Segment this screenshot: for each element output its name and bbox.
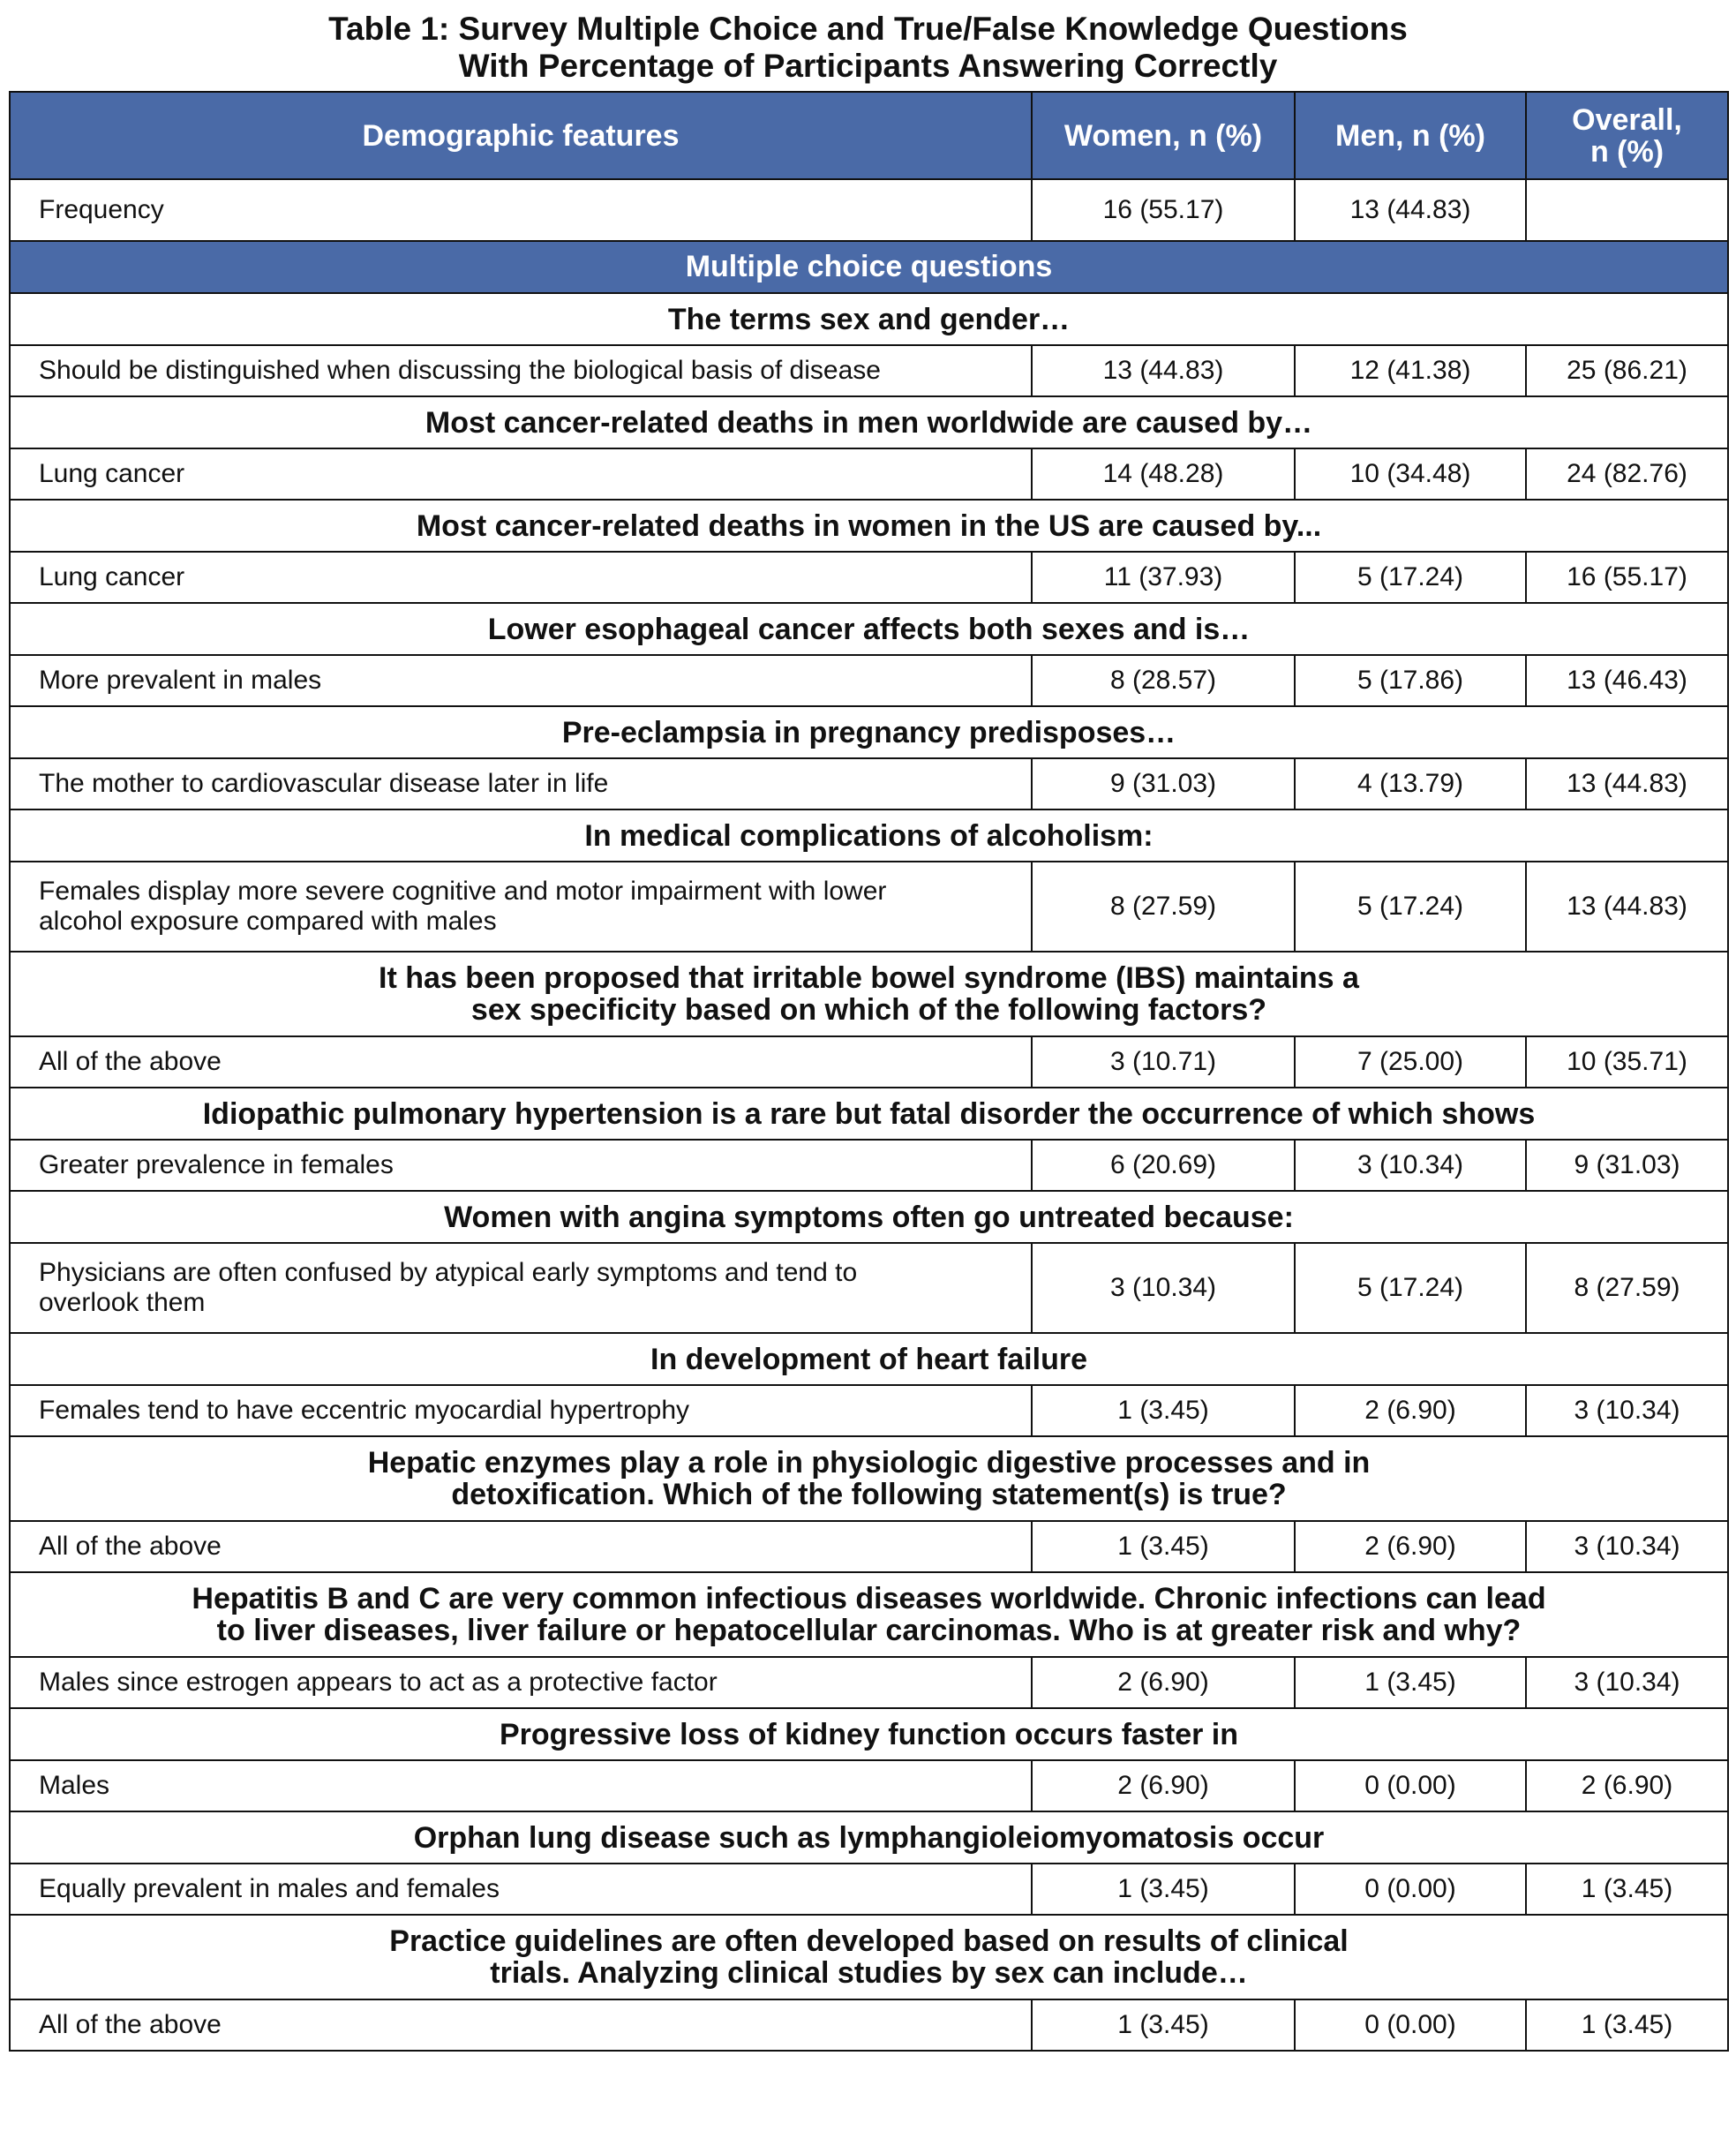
question-text-line: Idiopathic pulmonary hypertension is a rare but fatal disorder the occurrence of which shows: [202, 1096, 1536, 1131]
answer-men-value: 2 (6.90): [1295, 1385, 1526, 1436]
answer-text-line: Females display more severe cognitive and motor impairment with lower: [39, 877, 887, 906]
answer-text: [10, 862, 1032, 952]
answer-overall-value: 3 (10.34): [1526, 1657, 1728, 1708]
question-text-line: It has been proposed that irritable bowel syndrome (IBS) maintains a: [379, 961, 1359, 995]
answer-text-line: Lung cancer: [39, 562, 185, 591]
question-text-line: Hepatic enzymes play a role in physiologic digestive processes and in: [367, 1446, 1371, 1480]
table-title-line-1: Table 1: Survey Multiple Choice and True/False Knowledge Questions: [328, 11, 1408, 47]
question-text-line: Most cancer-related deaths in men worldwide are caused by…: [425, 405, 1313, 440]
answer-text: [10, 758, 1032, 809]
answer-row: [10, 448, 1728, 500]
answer-men-value: 5 (17.86): [1295, 655, 1526, 706]
answer-text: [10, 1864, 1032, 1915]
answer-overall-value: 13 (44.83): [1526, 758, 1728, 809]
answer-women-value: 1 (3.45): [1032, 1864, 1295, 1915]
header-overall-line-2: n (%): [1589, 134, 1665, 169]
answer-text-line: alcohol exposure compared with males: [39, 907, 497, 936]
answer-row: [10, 1140, 1728, 1191]
answer-text: [10, 1140, 1032, 1191]
answer-text: [10, 1036, 1032, 1088]
answer-text-line: All of the above: [39, 1047, 222, 1076]
question-text-line: Lower esophageal cancer affects both sexes and is…: [487, 612, 1251, 646]
question-row: [10, 1811, 1728, 1864]
answer-men-value: 2 (6.90): [1295, 1521, 1526, 1572]
header-overall-line-1: Overall,: [1572, 102, 1682, 137]
header-demographic-features: Demographic features: [10, 92, 1032, 179]
section-title: Multiple choice questions: [10, 241, 1728, 293]
question-text-line: The terms sex and gender…: [667, 302, 1071, 336]
answer-men-value: 0 (0.00): [1295, 1864, 1526, 1915]
answer-overall-value: 8 (27.59): [1526, 1243, 1728, 1333]
answer-text: [10, 1657, 1032, 1708]
answer-women-value: 2 (6.90): [1032, 1657, 1295, 1708]
answer-text: [10, 1760, 1032, 1811]
answer-row: [10, 1243, 1728, 1333]
question-text: [10, 1333, 1728, 1385]
question-text-line: to liver diseases, liver failure or hepatocellular carcinomas. Who is at greater risk and why?: [216, 1614, 1522, 1647]
header-overall: [1526, 92, 1728, 179]
answer-text: [10, 345, 1032, 396]
answer-row: [10, 862, 1728, 952]
answer-text-line: Greater prevalence in females: [39, 1150, 394, 1179]
answer-text-line: Equally prevalent in males and females: [39, 1874, 500, 1903]
answer-men-value: 3 (10.34): [1295, 1140, 1526, 1191]
question-text: [10, 1811, 1728, 1864]
question-row: [10, 706, 1728, 758]
answer-women-value: 1 (3.45): [1032, 1385, 1295, 1436]
answer-men-value: 10 (34.48): [1295, 448, 1526, 500]
question-row: [10, 1572, 1728, 1657]
header-men: Men, n (%): [1295, 92, 1526, 179]
answer-row: [10, 1385, 1728, 1436]
answer-overall-value: 1 (3.45): [1526, 1864, 1728, 1915]
question-text-line: sex specificity based on which of the following factors?: [470, 993, 1267, 1027]
question-text-line: In medical complications of alcoholism:: [584, 818, 1154, 853]
question-text-line: trials. Analyzing clinical studies by sex can include…: [490, 1956, 1248, 1990]
answer-text-line: Lung cancer: [39, 459, 185, 488]
question-text: [10, 1915, 1728, 1999]
question-text-line: Pre-eclampsia in pregnancy predisposes…: [561, 715, 1176, 749]
answer-text-line: More prevalent in males: [39, 666, 322, 695]
question-text: [10, 603, 1728, 655]
answer-text: [10, 448, 1032, 500]
question-row: [10, 500, 1728, 552]
section-row: [10, 241, 1728, 293]
table-title: [0, 11, 1736, 85]
answer-overall-value: 13 (46.43): [1526, 655, 1728, 706]
answer-text-line: overlook them: [39, 1288, 206, 1317]
question-row: [10, 952, 1728, 1036]
answer-women-value: 11 (37.93): [1032, 552, 1295, 603]
answer-overall-value: 9 (31.03): [1526, 1140, 1728, 1191]
question-row: [10, 1436, 1728, 1521]
question-text: [10, 952, 1728, 1036]
answer-women-value: 8 (28.57): [1032, 655, 1295, 706]
answer-text-line: Physicians are often confused by atypical early symptoms and tend to: [39, 1258, 858, 1287]
answer-text-line: The mother to cardiovascular disease later in life: [39, 769, 609, 798]
answer-women-value: 2 (6.90): [1032, 1760, 1295, 1811]
question-row: [10, 1088, 1728, 1140]
question-text: [10, 1088, 1728, 1140]
question-row: [10, 1191, 1728, 1243]
answer-overall-value: 16 (55.17): [1526, 552, 1728, 603]
question-row: [10, 293, 1728, 345]
answer-men-value: 0 (0.00): [1295, 1760, 1526, 1811]
frequency-overall: [1526, 179, 1728, 241]
answer-women-value: 8 (27.59): [1032, 862, 1295, 952]
answer-row: [10, 1760, 1728, 1811]
answer-text-line: Males since estrogen appears to act as a protective factor: [39, 1668, 718, 1697]
question-text-line: Orphan lung disease such as lymphangioleiomyomatosis occur: [413, 1820, 1325, 1855]
question-text-line: Practice guidelines are often developed based on results of clinical: [389, 1924, 1349, 1958]
question-text: [10, 1436, 1728, 1521]
header-row: [10, 92, 1728, 179]
answer-overall-value: 10 (35.71): [1526, 1036, 1728, 1088]
question-text: [10, 500, 1728, 552]
question-text-line: Hepatitis B and C are very common infectious diseases worldwide. Chronic infections can lead: [192, 1582, 1546, 1615]
question-text-line: In development of heart failure: [650, 1342, 1087, 1376]
answer-women-value: 9 (31.03): [1032, 758, 1295, 809]
knowledge-questions-table: [9, 91, 1729, 2052]
question-row: [10, 1915, 1728, 1999]
answer-overall-value: 24 (82.76): [1526, 448, 1728, 500]
answer-men-value: 5 (17.24): [1295, 862, 1526, 952]
question-text: [10, 396, 1728, 448]
answer-men-value: 1 (3.45): [1295, 1657, 1526, 1708]
question-text: [10, 1572, 1728, 1657]
answer-men-value: 7 (25.00): [1295, 1036, 1526, 1088]
answer-text: [10, 1999, 1032, 2051]
answer-men-value: 12 (41.38): [1295, 345, 1526, 396]
question-text: [10, 1191, 1728, 1243]
question-text: [10, 1708, 1728, 1760]
answer-text-line: Females tend to have eccentric myocardial hypertrophy: [39, 1396, 690, 1425]
answer-overall-value: 13 (44.83): [1526, 862, 1728, 952]
question-text-line: Women with angina symptoms often go untreated because:: [444, 1200, 1294, 1234]
question-row: [10, 396, 1728, 448]
answer-overall-value: 25 (86.21): [1526, 345, 1728, 396]
answer-overall-value: 3 (10.34): [1526, 1385, 1728, 1436]
question-text: [10, 293, 1728, 345]
question-row: [10, 1333, 1728, 1385]
frequency-label: Frequency: [10, 179, 1032, 241]
question-row: [10, 809, 1728, 862]
answer-text: [10, 1521, 1032, 1572]
answer-text: [10, 655, 1032, 706]
answer-row: [10, 1657, 1728, 1708]
answer-women-value: 3 (10.71): [1032, 1036, 1295, 1088]
question-text: [10, 706, 1728, 758]
question-text-line: Progressive loss of kidney function occurs faster in: [499, 1717, 1239, 1751]
answer-women-value: 3 (10.34): [1032, 1243, 1295, 1333]
answer-text: [10, 552, 1032, 603]
question-row: [10, 1708, 1728, 1760]
answer-text-line: All of the above: [39, 2010, 222, 2039]
answer-women-value: 13 (44.83): [1032, 345, 1295, 396]
answer-men-value: 5 (17.24): [1295, 552, 1526, 603]
frequency-row: [10, 179, 1728, 241]
question-text-line: Most cancer-related deaths in women in the US are caused by...: [416, 508, 1322, 543]
answer-text-line: Should be distinguished when discussing the biological basis of disease: [39, 356, 881, 385]
answer-women-value: 6 (20.69): [1032, 1140, 1295, 1191]
answer-text: [10, 1385, 1032, 1436]
answer-overall-value: 2 (6.90): [1526, 1760, 1728, 1811]
answer-men-value: 5 (17.24): [1295, 1243, 1526, 1333]
question-text-line: detoxification. Which of the following statement(s) is true?: [451, 1478, 1287, 1511]
answer-text: [10, 1243, 1032, 1333]
table-title-line-2: With Percentage of Participants Answering Correctly: [458, 48, 1278, 84]
answer-overall-value: 3 (10.34): [1526, 1521, 1728, 1572]
answer-row: [10, 1864, 1728, 1915]
answer-row: [10, 1036, 1728, 1088]
frequency-men: 13 (44.83): [1295, 179, 1526, 241]
answer-overall-value: 1 (3.45): [1526, 1999, 1728, 2051]
frequency-women: 16 (55.17): [1032, 179, 1295, 241]
answer-men-value: 4 (13.79): [1295, 758, 1526, 809]
answer-text-line: Males: [39, 1771, 110, 1800]
answer-row: [10, 758, 1728, 809]
answer-row: [10, 655, 1728, 706]
question-text: [10, 809, 1728, 862]
answer-women-value: 1 (3.45): [1032, 1521, 1295, 1572]
answer-row: [10, 345, 1728, 396]
answer-text-line: All of the above: [39, 1532, 222, 1561]
answer-women-value: 1 (3.45): [1032, 1999, 1295, 2051]
header-women: Women, n (%): [1032, 92, 1295, 179]
question-row: [10, 603, 1728, 655]
answer-women-value: 14 (48.28): [1032, 448, 1295, 500]
answer-row: [10, 552, 1728, 603]
answer-row: [10, 1521, 1728, 1572]
answer-men-value: 0 (0.00): [1295, 1999, 1526, 2051]
answer-row: [10, 1999, 1728, 2051]
